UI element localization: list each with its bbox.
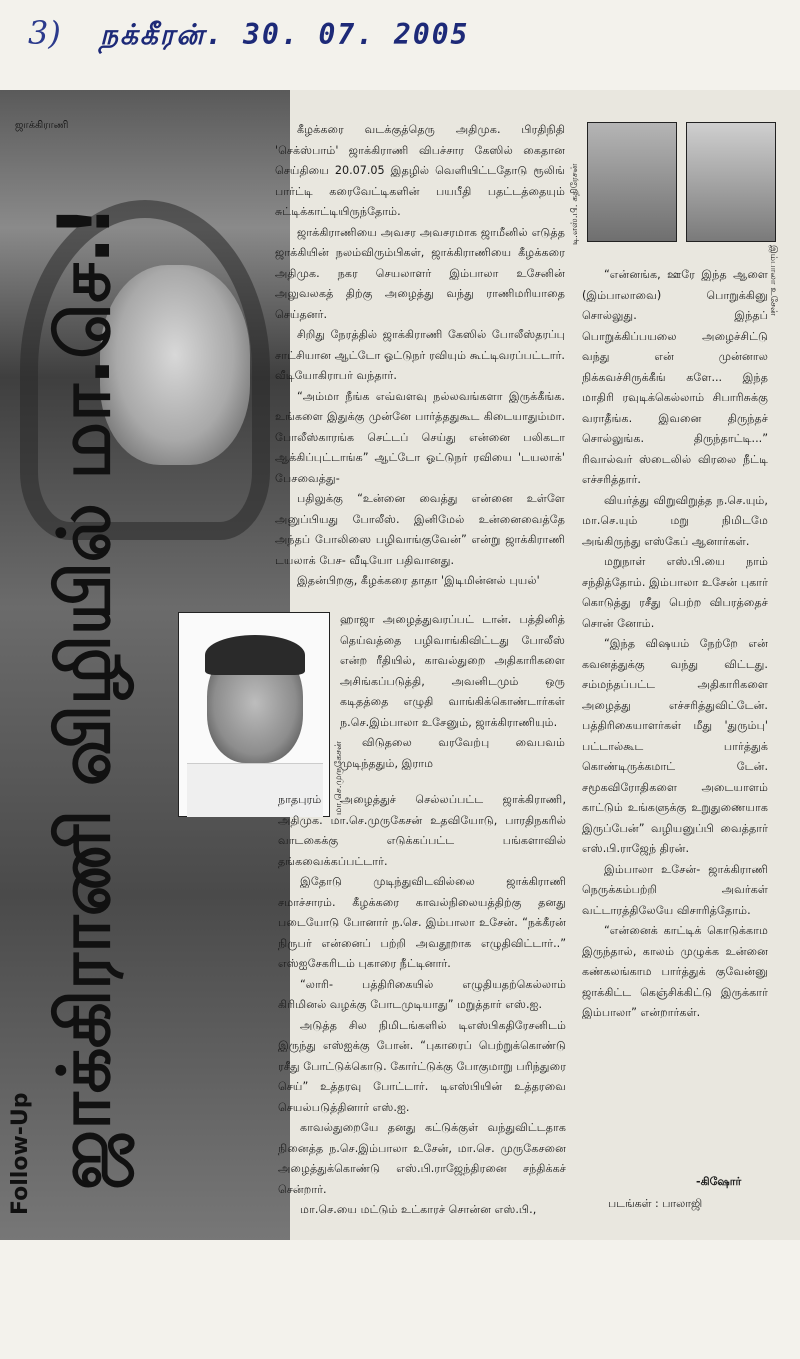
paragraph: விடுதலை வரவேற்பு வைபவம் முடிந்ததும், இராம [340,736,565,770]
paragraph: இம்பாலா உசேன்- ஜாக்கிராணி நெருக்கம்பற்றி அவர்கள் வட்டாரத்திலேயே விசாரித்தோம். [582,862,768,917]
paragraph: பதிலுக்கு “உன்னை வைத்து என்னை உள்ளே அனுப்பியது போலீஸ். இனிமேல் உன்னைவைத்தே அந்தப் போலிஸை பழிவாங்குவேன்” என்று ஜாக்கிராணி டயலாக் பேச- வீடியோ பதிவானது. [275,492,565,567]
paragraph: மா.செ.யை மட்டும் உட்காரச் சொன்ன எஸ்.பி., [300,1203,537,1216]
inset-caption: மா.செ.முருகேசன் [334,741,344,815]
paragraph: காவல்துறையே தனது கட்டுக்குள் வந்துவிட்டதாக நினைத்த ந.செ.இம்பாலா உசேன், மா.செ. முருகேசனை அழைத்துக்கொண்டு எஸ்.பி.ராஜேந்திரனை சந்திக்கச் சென்றார். [278,1121,566,1196]
paragraph: ஹாஜா அழைத்துவரப்பட் டான். பத்தினித் தெய்வத்தை பழிவாங்கிவிட்டது போலீஸ் என்ற ரீதியில், காவல்துறை அதிகாரிகளை அசிங்கப்படுத்தி, அவனிடமும் ஒரு கடிதத்தை எழுதி வாங்கிக்கொண்டார்கள் ந.செ.இம்பாலா உசேனும், ஜாக்கிராணியும். [340,613,565,729]
photo-credit: படங்கள் : பாலாஜி [608,1197,703,1210]
handwritten-page-number: 3) [28,14,61,52]
article-column-mid [340,610,565,774]
paragraph: “இந்த விஷயம் நேற்றே என் கவனத்துக்கு வந்து விட்டது. சம்மந்தப்பட்ட அதிகாரிகளை அழைத்து எச்சரித்துவிட்டேன். பத்திரிகையாளர்கள் மீது 'துரும்பு' பட்டால்கூட பார்த்துக் கொண்டிருக்கமாட் டேன். சமூகவிரோதிகளை அடையாளம் காட்டும் உங்களுக்கு உறுதுணையாக இருப்பேன்” வழியனுப்பி வைத்தார் எஸ்.பி.ராஜேந் திரன். [582,637,768,855]
paragraph: சிறிது நேரத்தில் ஜாக்கிராணி கேஸில் போலீஸ்தரப்பு சாட்சியான ஆட்டோ ஓட்டுநர் ரவியும் கூட்டிவரப்பட்டார். வீடியோகிராபர் வந்தார். [275,328,565,382]
paragraph: “என்னைக் காட்டிக் கொடுக்காம இருந்தால், காலம் முழுக்க உன்னை கண்கலங்காம பார்த்துக் குவேன்னு ஜாக்கிட்ட கெஞ்சிக்கிட்டு இருக்கார் இம்பாலா” என்றார்கள். [582,924,768,1019]
handwritten-date: நக்கீரன். 30. 07. 2005 [100,18,470,51]
photo-label: ஜாக்கிராணி [15,120,69,131]
paragraph: “என்னங்க, ஊரே இந்த ஆளை (இம்பாலாவை) பொறுக்கினு சொல்லுது. இந்தப் பொறுக்கிப்பயலை அழைச்சிட்டு வந்து என் முன்னால நிக்கவச்சிருக்கீங் களே... இந்த மாதிரி ரவுடிக்கெல்லாம் சிபாரிசுக்கு வராதீங்க. இவனை திருந்தச் சொல்லுங்க. திருந்தாட்டி...” ரிவால்வர் ஸ்டைலில் விரலை நீட்டி எச்சரித்தார். [582,268,768,486]
caption-hussain: இம்பாலா உசேன் [768,245,778,316]
paragraph: வியர்த்து விறுவிறுத்த ந.செ.யும், மா.செ.யும் மறு நிமிடமே அங்கிருந்து எஸ்கேப் ஆனார்கள். [582,493,768,548]
headline: ஜாக்கிராணி விழியில் மா.செ.! [42,205,126,1190]
article-column-right [582,265,768,1024]
paragraph: இதோடு முடிந்துவிடவில்லை ஜாக்கிராணி சமாச்சாரம். கீழக்கரை காவல்நிலையத்திற்கு தனது படையோடு போனார் ந.செ. இம்பாலா உசேன். “நக்கீரன் நிருபர் என்னைப் பற்றி அவதூறாக எழுதிவிட்டார்..” எஸ்ஐசேகரிடம் புகாரை நீட்டினார். [278,875,566,970]
page-header [0,0,800,90]
paragraph: மறுநாள் எஸ்.பி.யை நாம் சந்தித்தோம். இம்பாலா உசேன் புகார் கொடுத்து ரசீது பெற்ற விபரத்தைச் சொன் னோம். [582,555,768,630]
inset-hair [205,635,305,675]
paragraph: கீழக்கரை வடக்குத்தெரு அதிமுக. பிரதிநிதி 'செக்ஸ்பாம்' ஜாக்கிராணி விபச்சார கேஸில் கைதான செய்தியை 20.07.05 இதழில் வெளியிட்டதோடு ரூலிங் பார்ட்டி கரைவேட்டிகளின் பயபீதி பதட்டத்தையும் சுட்டிக்காட்டியிருந்தோம். [275,123,565,218]
paragraph: ஜாக்கிராணியை அவசர அவசரமாக ஜாமீனில் எடுத்த ஜாக்கியின் நலம்விரும்பிகள், ஜாக்கிராணியை கீழக்கரை அதிமுக. நகர செயலாளர் இம்பாலா உசேனின் அலுவலகத் திற்கு அழைத்து வந்து ராணிமரியாதை செய்தனர். [275,225,565,321]
photo-hussain [686,122,776,242]
paragraph: இதன்பிறகு, கீழக்கரை தாதா 'இடிமின்னல் புயல்' [297,574,540,587]
author-signature: -கிஷோர் [696,1175,742,1188]
followup-label: Follow-Up [8,1092,33,1215]
article-column-bottom [278,790,566,1221]
paragraph: அடுத்த சில நிமிடங்களில் டிஎஸ்பிகதிரேசனிடம் இருந்து எஸ்ஐக்கு போன். “புகாரைப் பெற்றுக்கொண்டு ரசீது போட்டுக்கொடு. கோர்ட்டுக்கு போகுமாறு பரிந்துரை செய்” உத்தரவு போட்டார். டிஎஸ்பியின் உத்தரவை செயல்படுத்தினார் எஸ்.ஐ. [278,1018,566,1114]
caption-dsp: டி.எஸ்.பி. கதிரேசன் [570,163,580,245]
inset-photo [178,612,330,817]
article-column-main [275,120,565,592]
paragraph: “லாரி- பத்திரிகையில் எழுதியதற்கெல்லாம் கிரிமினல் வழக்கு போடமுடியாது” மறுத்தார் எஸ்.ஐ. [278,977,566,1011]
photo-dsp [587,122,677,242]
paragraph: “அம்மா நீங்க எவ்வளவு நல்லவங்களா இருக்கீங்க. உங்களை இதுக்கு முன்னே பார்த்ததுகூட கிடையாதும்மா. போலீஸ்காரங்க செட்டப் செய்து என்னை பலிகடா ஆக்கிப்புட்டாங்க” ஆட்டோ ஓட்டுநர் ரவியை 'டயலாக்' பேசவைத்து- [275,389,565,485]
paragraph: நாதபுரம் அழைத்துச் செல்லப்பட்ட ஜாக்கிராணி, அதிமுக. மா.செ.முருகேசன் உதவியோடு, பாரதிநகரில் வாடகைக்கு எடுக்கப்பட்ட பங்களாவில் தங்கவைக்கப்பட்டார். [278,793,566,868]
